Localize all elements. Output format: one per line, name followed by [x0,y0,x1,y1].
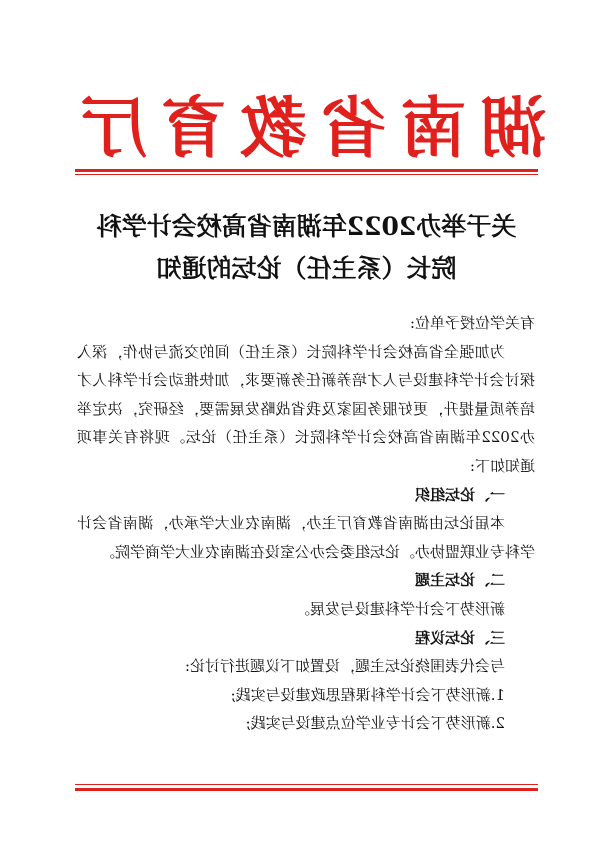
section-1-text: 本届论坛由湖南省教育厅主办，湖南农业大学承办，湖南省会计学科专业联盟协办。论坛组委会办公室设在湖南农业大学商学院。 [77,514,535,561]
section-2-text: 新形势下会计学科建设与发展。 [294,599,505,618]
notice-body [77,309,535,738]
salutation: 有关学位授予单位: [409,314,535,332]
section-2-heading: 二、论坛主题 [414,571,505,590]
agenda-item-1: 1.新形势下会计学科课程思政建设与实践; [230,685,505,704]
notice-title [60,206,553,290]
section-3-heading: 三、论坛议程 [414,628,505,647]
header-rule-thick [75,169,538,172]
section-3-text: 与会代表围绕论坛主题，设置如下议题进行讨论: [184,657,505,676]
section-1-heading: 一、论坛组织 [414,485,505,504]
notice-title-line-2: 院长（系主任）论坛的通知 [156,254,457,283]
intro-paragraph: 为加强全省高校会计学科院长（系主任）间的交流与协作，深入探讨会计学科建设与人才培养新任务新要求，加快推动会计学科人才培养质量提升，更好服务国家及我省战略发展需要，经研究，决定举办2022年湖南省高校会计学科院长（系主任）论坛。现将有关事项通知如下: [77,342,535,475]
notice-title-line-1: 关于举办2022年湖南省高校会计学科 [96,212,517,241]
org-header-title: 湖南省教育厅 [66,89,547,167]
header-rule-thin [75,174,538,175]
footer-rule-thin [75,784,538,785]
footer-rule-thick [75,788,538,791]
agenda-item-2: 2.新形势下会计专业学位点建设与实践; [245,714,505,733]
